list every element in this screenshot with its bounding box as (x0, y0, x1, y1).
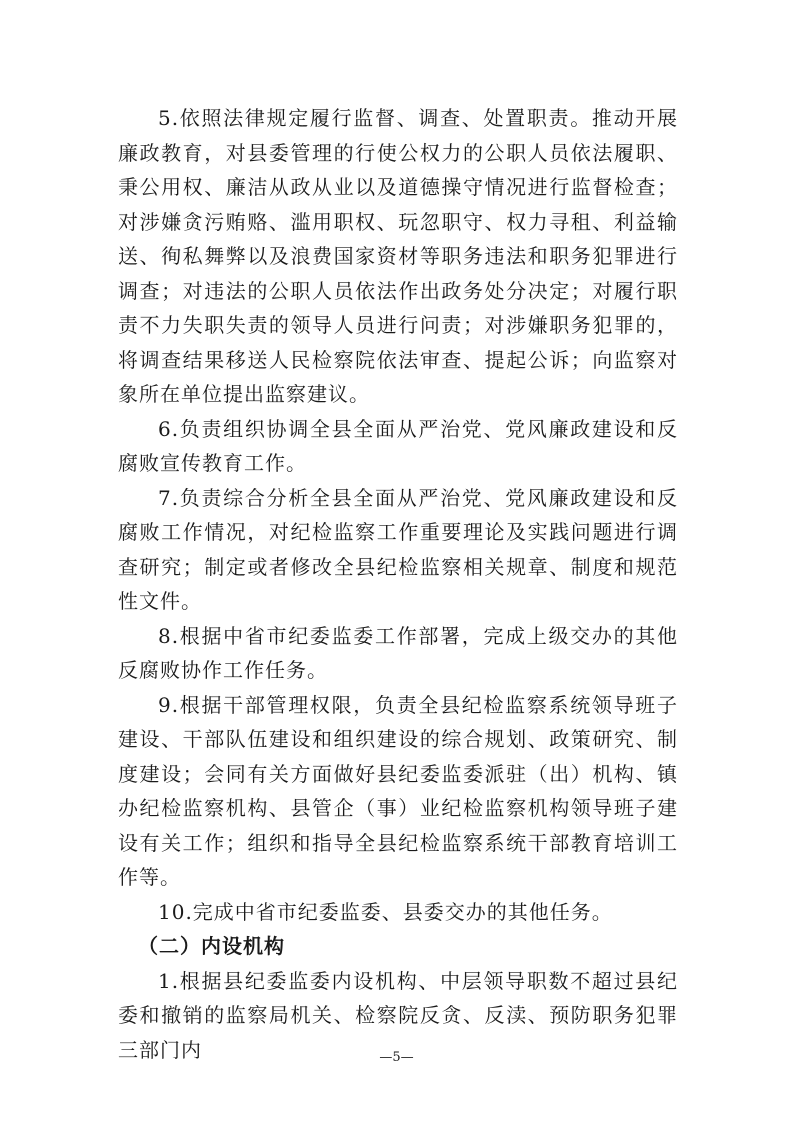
paragraph-item-5: 5.依照法律规定履行监督、调查、处置职责。推动开展廉政教育，对县委管理的行使公权力的公职人员依法履职、秉公用权、廉洁从政从业以及道德操守情况进行监督检查；对涉嫌贪污贿赂、滥用职权、玩忽职守、权力寻租、利益输送、徇私舞弊以及浪费国家资材等职务违法和职务犯罪进行调查；对违法的公职人员依法作出政务处分决定；对履行职责不力失职失责的领导人员进行问责；对涉嫌职务犯罪的，将调查结果移送人民检察院依法审查、提起公诉；向监察对象所在单位提出监察建议。 (118, 106, 678, 406)
section-paragraph-1: 1.根据县纪委监委内设机构、中层领导职数不超过县纪委和撤销的监察局机关、检察院反贪、反渎、预防职务犯罪三部门内 (118, 968, 678, 1062)
paragraph-item-6: 6.负责组织协调全县全面从严治党、党风廉政建设和反腐败宣传教育工作。 (118, 416, 678, 475)
paragraph-item-7: 7.负责综合分析全县全面从严治党、党风廉政建设和反腐败工作情况，对纪检监察工作重要理论及实践问题进行调查研究；制定或者修改全县纪检监察相关规章、制度和规范性文件。 (118, 485, 678, 613)
section-heading: （二）内设机构 (138, 934, 285, 958)
page-number: —5— (379, 1050, 414, 1065)
paragraph-item-10: 10.完成中省市纪委监委、县委交办的其他任务。 (158, 899, 613, 924)
paragraph-item-8: 8.根据中省市纪委监委工作部署，完成上级交办的其他反腐败协作工作任务。 (118, 623, 678, 682)
document-body (118, 101, 678, 1067)
paragraph-item-9: 9.根据干部管理权限，负责全县纪检监察系统领导班子建设、干部队伍建设和组织建设的综合规划、政策研究、制度建设；会同有关方面做好县纪委监委派驻（出）机构、镇办纪检监察机构、县管企（事）业纪检监察机构领导班子建设有关工作；组织和指导全县纪检监察系统干部教育培训工作等。 (118, 692, 678, 889)
